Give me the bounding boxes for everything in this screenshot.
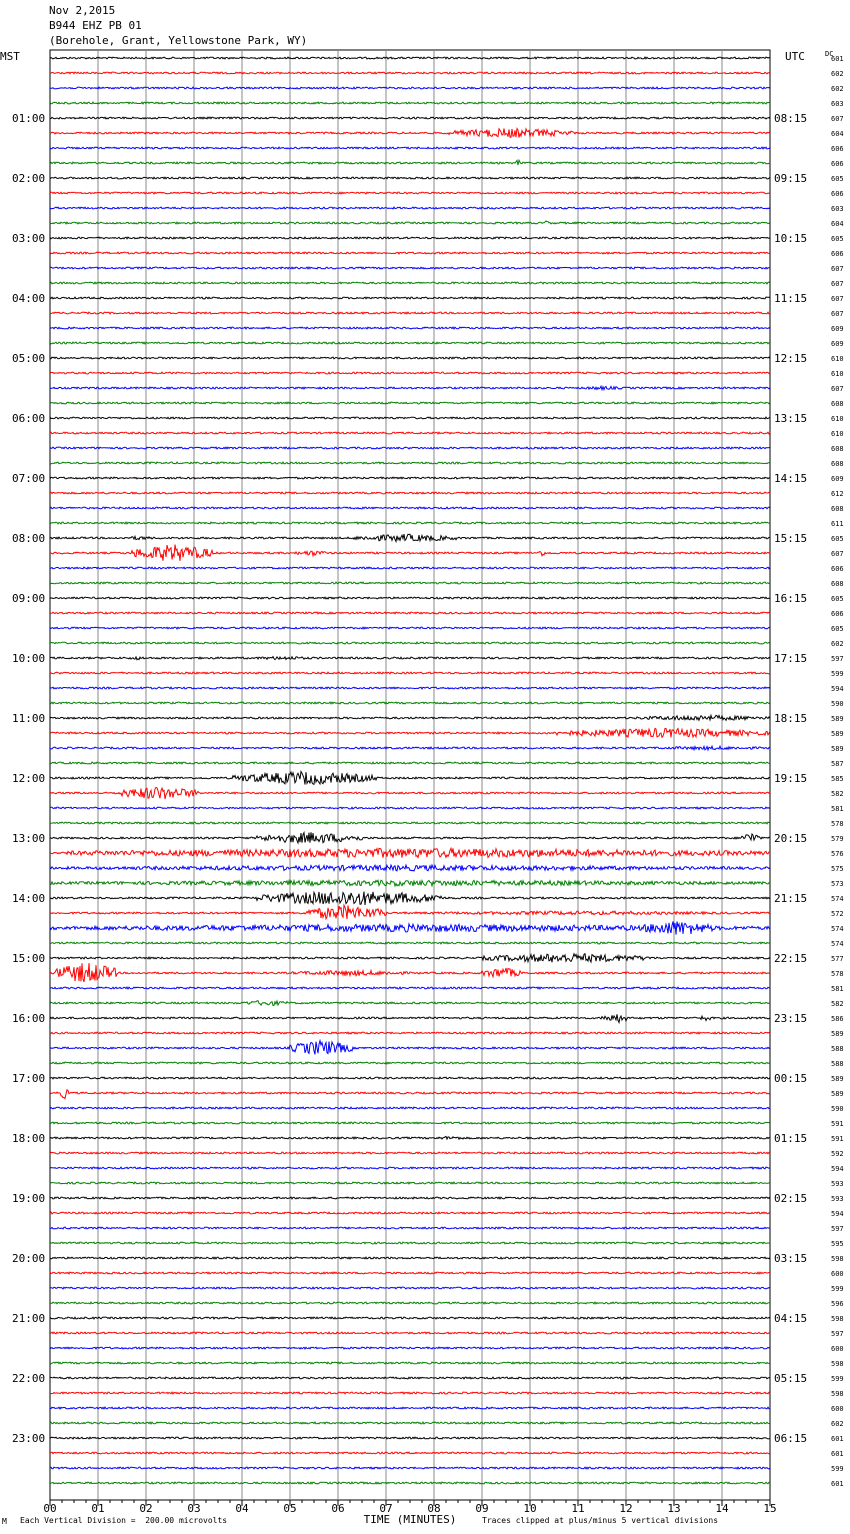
seismic-trace (50, 522, 770, 524)
seismic-trace (50, 192, 770, 194)
seismic-trace (50, 1467, 770, 1469)
seismic-trace (50, 1062, 770, 1064)
dc-offset-label: 607 (831, 115, 844, 123)
dc-offset-label: 600 (831, 1270, 844, 1278)
seismic-trace (50, 177, 770, 179)
dc-offset-label: 591 (831, 1120, 844, 1128)
right-hour-label: 02:15 (774, 1192, 808, 1205)
dc-offset-label: 574 (831, 895, 844, 903)
dc-offset-label: 591 (831, 1135, 844, 1143)
clip-note: Traces clipped at plus/minus 5 vertical divisions (482, 1516, 719, 1525)
dc-offset-label: 594 (831, 1210, 844, 1218)
seismic-trace (50, 954, 770, 963)
dc-offset-label: 608 (831, 400, 844, 408)
seismic-trace (50, 987, 770, 989)
dc-offset-label: 597 (831, 1225, 844, 1233)
dc-offset-label: 609 (831, 475, 844, 483)
dc-offset-label: 603 (831, 100, 844, 108)
seismic-trace (50, 57, 770, 59)
right-hour-label: 18:15 (774, 712, 808, 725)
right-hour-label: 06:15 (774, 1432, 808, 1445)
seismic-trace (50, 237, 770, 239)
dc-offset-label: 581 (831, 805, 844, 813)
dc-offset-label: 578 (831, 970, 844, 978)
dc-offset-label: 589 (831, 730, 844, 738)
dc-offset-label: 606 (831, 145, 844, 153)
seismic-trace (50, 807, 770, 809)
dc-offset-label: 606 (831, 190, 844, 198)
dc-offset-label: 579 (831, 835, 844, 843)
dc-offset-label: 612 (831, 490, 844, 498)
left-hour-label: 19:00 (12, 1192, 46, 1205)
dc-offset-label: 582 (831, 790, 844, 798)
dc-offset-label: 609 (831, 325, 844, 333)
seismic-trace (50, 702, 770, 704)
seismic-trace (50, 1287, 770, 1289)
seismic-trace (50, 627, 770, 629)
seismic-trace (50, 657, 770, 660)
seismic-trace (50, 1122, 770, 1124)
dc-offset-label: 598 (831, 1255, 844, 1263)
x-tick-label: 06 (331, 1502, 345, 1515)
seismic-trace (50, 1422, 770, 1424)
dc-offset-label: 598 (831, 1360, 844, 1368)
dc-offset-label: 590 (831, 1105, 844, 1113)
x-tick-label: 12 (619, 1502, 633, 1515)
right-hour-label: 00:15 (774, 1072, 808, 1085)
right-hour-label: 10:15 (774, 232, 808, 245)
left-hour-label: 20:00 (12, 1252, 46, 1265)
dc-offset-label: 607 (831, 550, 844, 558)
seismic-trace (50, 1152, 770, 1154)
dc-offset-label: 589 (831, 1090, 844, 1098)
corner-mark: M (2, 1517, 7, 1526)
seismic-trace (50, 87, 770, 89)
dc-offset-label: 592 (831, 1150, 844, 1158)
dc-offset-label: 605 (831, 535, 844, 543)
seismic-trace (50, 1212, 770, 1214)
right-hour-label: 09:15 (774, 172, 808, 185)
seismic-trace (50, 372, 770, 374)
right-hour-label: 16:15 (774, 592, 808, 605)
left-hour-label: 16:00 (12, 1012, 46, 1025)
dc-offset-label: 611 (831, 520, 844, 528)
seismic-trace (50, 582, 770, 584)
dc-header-label: DC (825, 50, 834, 58)
dc-offset-label: 599 (831, 1375, 844, 1383)
seismic-trace (50, 1302, 770, 1304)
seismic-trace (50, 787, 770, 799)
dc-offset-label: 610 (831, 415, 844, 423)
left-hour-label: 05:00 (12, 352, 46, 365)
dc-offset-label: 597 (831, 1330, 844, 1338)
seismic-trace (50, 715, 770, 720)
seismic-trace (50, 942, 770, 944)
seismic-trace (50, 534, 770, 541)
seismic-trace (50, 221, 770, 224)
dc-offset-label: 607 (831, 310, 844, 318)
right-timezone-label: UTC (785, 50, 805, 63)
plot-date: Nov 2,2015 (49, 4, 116, 17)
seismic-trace (50, 772, 770, 785)
x-tick-label: 00 (43, 1502, 57, 1515)
dc-offset-label: 575 (831, 865, 844, 873)
x-axis-label: TIME (MINUTES) (363, 1513, 457, 1526)
dc-offset-label: 596 (831, 1300, 844, 1308)
dc-offset-label: 593 (831, 1180, 844, 1188)
x-tick-label: 08 (427, 1502, 441, 1515)
seismic-trace (50, 865, 770, 871)
right-hour-label: 01:15 (774, 1132, 808, 1145)
dc-offset-label: 578 (831, 820, 844, 828)
right-hour-label: 04:15 (774, 1312, 808, 1325)
seismic-trace (50, 687, 770, 689)
dc-offset-label: 600 (831, 1405, 844, 1413)
seismic-trace (50, 462, 770, 464)
dc-offset-label: 610 (831, 355, 844, 363)
dc-offset-label: 609 (831, 340, 844, 348)
dc-offset-label: 590 (831, 700, 844, 708)
right-hour-label: 22:15 (774, 952, 808, 965)
right-hour-label: 11:15 (774, 292, 808, 305)
seismic-trace (50, 728, 770, 737)
right-hour-label: 12:15 (774, 352, 808, 365)
seismic-trace (50, 746, 770, 750)
dc-offset-label: 604 (831, 130, 844, 138)
dc-offset-label: 610 (831, 430, 844, 438)
dc-offset-label: 607 (831, 265, 844, 273)
dc-offset-label: 573 (831, 880, 844, 888)
seismic-trace (50, 129, 770, 138)
x-tick-label: 10 (523, 1502, 537, 1515)
dc-offset-label: 593 (831, 1195, 844, 1203)
seismic-trace (50, 642, 770, 644)
seismic-trace (50, 545, 770, 561)
right-hour-label: 23:15 (774, 1012, 808, 1025)
seismic-trace (50, 1362, 770, 1364)
dc-offset-label: 585 (831, 775, 844, 783)
left-hour-label: 18:00 (12, 1132, 46, 1145)
seismic-trace (50, 267, 770, 269)
scale-note: Each Vertical Division = 200.00 microvolts (20, 1516, 228, 1525)
dc-offset-label: 608 (831, 445, 844, 453)
left-hour-label: 09:00 (12, 592, 46, 605)
dc-offset-label: 597 (831, 655, 844, 663)
x-tick-label: 15 (763, 1502, 777, 1515)
seismic-trace (50, 762, 770, 764)
dc-offset-label: 601 (831, 1450, 844, 1458)
dc-offset-label: 606 (831, 160, 844, 168)
right-hour-label: 21:15 (774, 892, 808, 905)
seismic-trace (50, 147, 770, 149)
left-hour-label: 04:00 (12, 292, 46, 305)
dc-offset-label: 589 (831, 1075, 844, 1083)
dc-offset-label: 607 (831, 295, 844, 303)
left-hour-label: 11:00 (12, 712, 46, 725)
dc-offset-label: 588 (831, 1045, 844, 1053)
dc-offset-label: 606 (831, 610, 844, 618)
seismic-trace (50, 672, 770, 674)
dc-offset-label: 574 (831, 940, 844, 948)
x-tick-label: 13 (667, 1502, 681, 1515)
seismic-trace (50, 492, 770, 494)
seismic-trace (50, 1077, 770, 1079)
dc-offset-label: 602 (831, 85, 844, 93)
x-tick-label: 05 (283, 1502, 297, 1515)
seismic-trace (50, 1317, 770, 1319)
seismic-trace (50, 207, 770, 209)
dc-offset-label: 574 (831, 925, 844, 933)
left-hour-label: 14:00 (12, 892, 46, 905)
dc-offset-label: 572 (831, 910, 844, 918)
dc-offset-label: 576 (831, 850, 844, 858)
seismic-trace (50, 892, 770, 905)
right-hour-label: 19:15 (774, 772, 808, 785)
seismic-trace (50, 1197, 770, 1199)
seismic-trace (50, 1041, 770, 1055)
seismic-trace (50, 342, 770, 344)
left-hour-label: 02:00 (12, 172, 46, 185)
dc-offset-label: 589 (831, 715, 844, 723)
seismic-trace (50, 386, 770, 390)
dc-offset-label: 601 (831, 1480, 844, 1488)
seismic-trace (50, 1482, 770, 1484)
left-hour-label: 21:00 (12, 1312, 46, 1325)
seismic-trace (50, 1090, 770, 1099)
left-hour-label: 23:00 (12, 1432, 46, 1445)
seismic-trace (50, 72, 770, 74)
station-location: (Borehole, Grant, Yellowstone Park, WY) (49, 34, 308, 47)
right-hour-label: 13:15 (774, 412, 808, 425)
seismic-trace (50, 1437, 770, 1439)
dc-offset-label: 586 (831, 1015, 844, 1023)
seismic-trace (50, 1407, 770, 1409)
left-hour-label: 01:00 (12, 112, 46, 125)
dc-offset-label: 608 (831, 580, 844, 588)
seismic-trace (50, 1001, 770, 1006)
dc-offset-label: 599 (831, 1285, 844, 1293)
seismic-trace (50, 447, 770, 449)
left-hour-label: 13:00 (12, 832, 46, 845)
seismic-trace (50, 357, 770, 359)
seismic-trace (50, 417, 770, 419)
dc-offset-label: 608 (831, 505, 844, 513)
dc-offset-label: 598 (831, 1390, 844, 1398)
x-tick-label: 04 (235, 1502, 249, 1515)
left-hour-label: 17:00 (12, 1072, 46, 1085)
seismic-trace (50, 822, 770, 824)
seismic-trace (50, 1272, 770, 1274)
seismic-trace (50, 1377, 770, 1379)
dc-offset-label: 582 (831, 1000, 844, 1008)
x-tick-label: 09 (475, 1502, 489, 1515)
seismic-trace (50, 160, 770, 165)
dc-offset-label: 595 (831, 1240, 844, 1248)
dc-offset-label: 610 (831, 370, 844, 378)
dc-offset-label: 598 (831, 1315, 844, 1323)
seismic-trace (50, 880, 770, 886)
seismic-trace (50, 832, 770, 843)
left-hour-label: 06:00 (12, 412, 46, 425)
dc-offset-label: 589 (831, 1030, 844, 1038)
seismic-trace (50, 567, 770, 569)
dc-offset-label: 603 (831, 205, 844, 213)
seismic-trace (50, 1242, 770, 1244)
x-tick-label: 02 (139, 1502, 153, 1515)
dc-offset-label: 602 (831, 1420, 844, 1428)
dc-offset-label: 601 (831, 55, 844, 63)
dc-offset-label: 607 (831, 385, 844, 393)
seismic-trace (50, 432, 770, 434)
dc-offset-label: 588 (831, 1060, 844, 1068)
dc-offset-label: 605 (831, 595, 844, 603)
left-hour-label: 03:00 (12, 232, 46, 245)
seismic-trace (50, 612, 770, 614)
seismic-trace (50, 1137, 770, 1140)
x-tick-label: 07 (379, 1502, 393, 1515)
seismic-trace (50, 1014, 770, 1022)
seismic-trace (50, 1332, 770, 1334)
x-tick-label: 11 (571, 1502, 585, 1515)
dc-offset-label: 604 (831, 220, 844, 228)
seismic-trace (50, 597, 770, 599)
seismic-trace (50, 252, 770, 254)
seismic-trace (50, 297, 770, 299)
seismic-trace (50, 1032, 770, 1034)
dc-offset-label: 607 (831, 280, 844, 288)
dc-offset-label: 600 (831, 1345, 844, 1353)
dc-offset-label: 589 (831, 745, 844, 753)
left-timezone-label: MST (0, 50, 20, 63)
seismic-trace (50, 922, 770, 935)
dc-offset-label: 606 (831, 250, 844, 258)
station-code: B944 EHZ PB 01 (49, 19, 142, 32)
dc-offset-label: 602 (831, 640, 844, 648)
seismic-trace (50, 282, 770, 284)
dc-offset-label: 577 (831, 955, 844, 963)
seismic-trace (50, 507, 770, 509)
dc-offset-label: 599 (831, 1465, 844, 1473)
dc-offset-label: 587 (831, 760, 844, 768)
dc-offset-label: 608 (831, 460, 844, 468)
x-tick-label: 14 (715, 1502, 729, 1515)
seismic-trace (50, 327, 770, 329)
dc-offset-label: 594 (831, 1165, 844, 1173)
seismic-trace (50, 117, 770, 119)
right-hour-label: 05:15 (774, 1372, 808, 1385)
seismic-trace (50, 1227, 770, 1229)
seismic-trace (50, 848, 770, 857)
seismic-trace (50, 402, 770, 404)
x-tick-label: 03 (187, 1502, 201, 1515)
left-hour-label: 08:00 (12, 532, 46, 545)
right-hour-label: 20:15 (774, 832, 808, 845)
dc-offset-label: 605 (831, 175, 844, 183)
seismic-trace (50, 1392, 770, 1394)
dc-offset-label: 581 (831, 985, 844, 993)
right-hour-label: 08:15 (774, 112, 808, 125)
seismic-trace (50, 1107, 770, 1109)
right-hour-label: 14:15 (774, 472, 808, 485)
seismic-trace (50, 312, 770, 314)
left-hour-label: 15:00 (12, 952, 46, 965)
dc-offset-label: 601 (831, 1435, 844, 1443)
dc-offset-label: 602 (831, 70, 844, 78)
dc-offset-label: 605 (831, 235, 844, 243)
dc-offset-label: 599 (831, 670, 844, 678)
left-hour-label: 10:00 (12, 652, 46, 665)
right-hour-label: 15:15 (774, 532, 808, 545)
x-tick-label: 01 (91, 1502, 105, 1515)
seismic-trace (50, 1182, 770, 1184)
left-hour-label: 12:00 (12, 772, 46, 785)
seismic-trace (50, 102, 770, 104)
right-hour-label: 03:15 (774, 1252, 808, 1265)
seismic-trace (50, 1167, 770, 1169)
seismic-trace (50, 1257, 770, 1259)
seismic-trace (50, 1347, 770, 1349)
seismic-trace (50, 1452, 770, 1454)
dc-offset-label: 606 (831, 565, 844, 573)
seismic-trace (50, 477, 770, 479)
left-hour-label: 07:00 (12, 472, 46, 485)
seismic-trace (50, 905, 770, 919)
seismic-trace (50, 963, 770, 982)
dc-offset-label: 594 (831, 685, 844, 693)
right-hour-label: 17:15 (774, 652, 808, 665)
left-hour-label: 22:00 (12, 1372, 46, 1385)
dc-offset-label: 605 (831, 625, 844, 633)
